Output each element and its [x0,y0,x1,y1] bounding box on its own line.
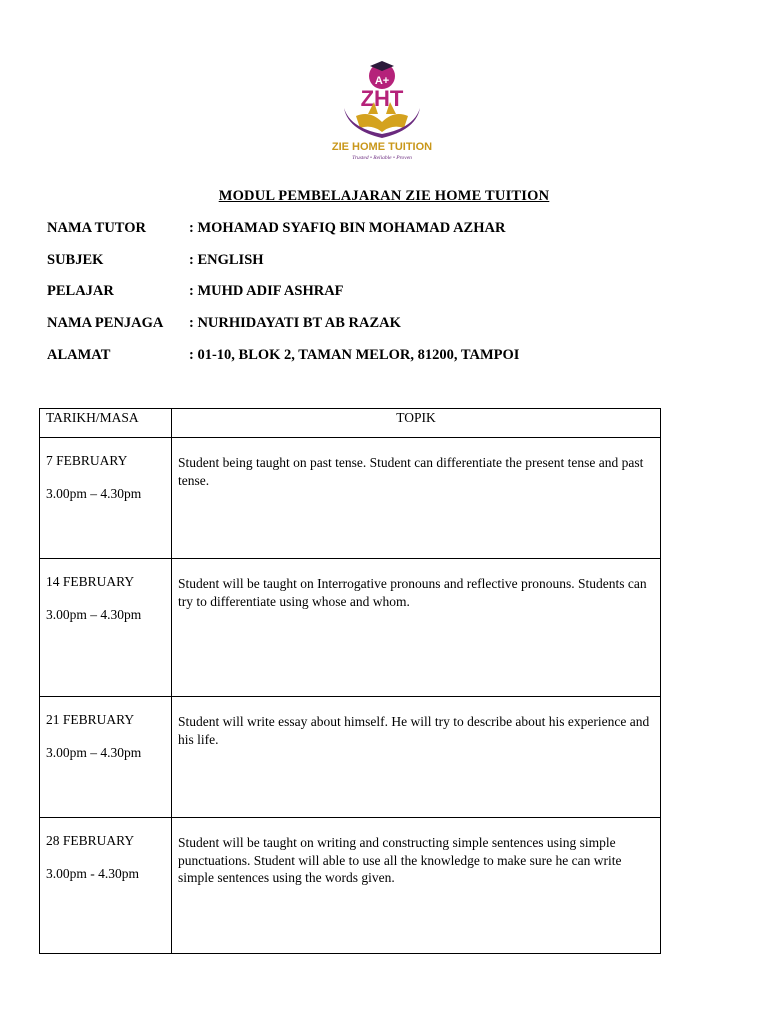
document-title: MODUL PEMBELAJARAN ZIE HOME TUITION [218,188,550,204]
date-cell [40,438,172,559]
session-date: 21 FEBRUARY [46,712,135,727]
session-time: 3.00pm - 4.30pm [46,866,139,881]
logo-letters: ZHT [360,86,404,111]
session-date: 28 FEBRUARY [46,833,135,848]
logo-tagline: Trusted • Reliable • Proven [352,155,412,161]
topic-cell: Student will write essay about himself. He will try to describe about his experience and his life. [172,697,661,818]
info-value: : ENGLISH [189,251,264,268]
info-label: SUBJEK [47,251,104,268]
info-row-tutor [47,220,727,252]
table-row [40,559,661,697]
info-label: NAMA TUTOR [47,220,146,236]
info-row-address [47,347,727,379]
info-row-guardian [47,315,727,347]
column-header-date: TARIKH/MASA [40,409,172,438]
logo-badge-text: A+ [374,75,390,87]
table-row [40,438,661,559]
info-value: : MUHD ADIF ASHRAF [189,283,344,300]
zht-logo [320,58,444,162]
date-cell [40,697,172,818]
session-time: 3.00pm – 4.30pm [46,745,142,760]
info-label: ALAMAT [47,346,111,363]
schedule-table [39,408,661,954]
date-cell [40,559,172,697]
table-header-row [40,409,661,438]
topic-cell: Student being taught on past tense. Student can differentiate the present tense and past tense. [172,438,661,559]
zht-logo-graphic [320,58,444,162]
info-label: PELAJAR [47,283,114,300]
info-value: : 01-10, BLOK 2, TAMAN MELOR, 81200, TAMPOI [189,346,520,363]
session-time: 3.00pm – 4.30pm [46,486,142,501]
date-cell [40,818,172,954]
logo-name: ZIE HOME TUITION [331,141,433,153]
table-row [40,818,661,954]
info-label: NAMA PENJAGA [47,315,164,332]
session-time: 3.00pm – 4.30pm [46,607,142,622]
info-row-student [47,283,727,315]
session-date: 14 FEBRUARY [46,574,135,589]
topic-cell: Student will be taught on Interrogative pronouns and reflective pronouns. Students can try to differentiate using whose and whom. [172,559,661,697]
info-value: : NURHIDAYATI BT AB RAZAK [189,315,401,332]
info-value: : MOHAMAD SYAFIQ BIN MOHAMAD AZHAR [189,220,506,236]
session-date: 7 FEBRUARY [46,453,128,468]
topic-cell: Student will be taught on writing and constructing simple sentences using simple punctuations. Student will able to use all the knowledge to make sure he can write simple sentences using the words given. [172,818,661,954]
info-row-subject [47,252,727,284]
table-row [40,697,661,818]
column-header-topic: TOPIK [172,409,661,438]
info-block [47,220,727,378]
